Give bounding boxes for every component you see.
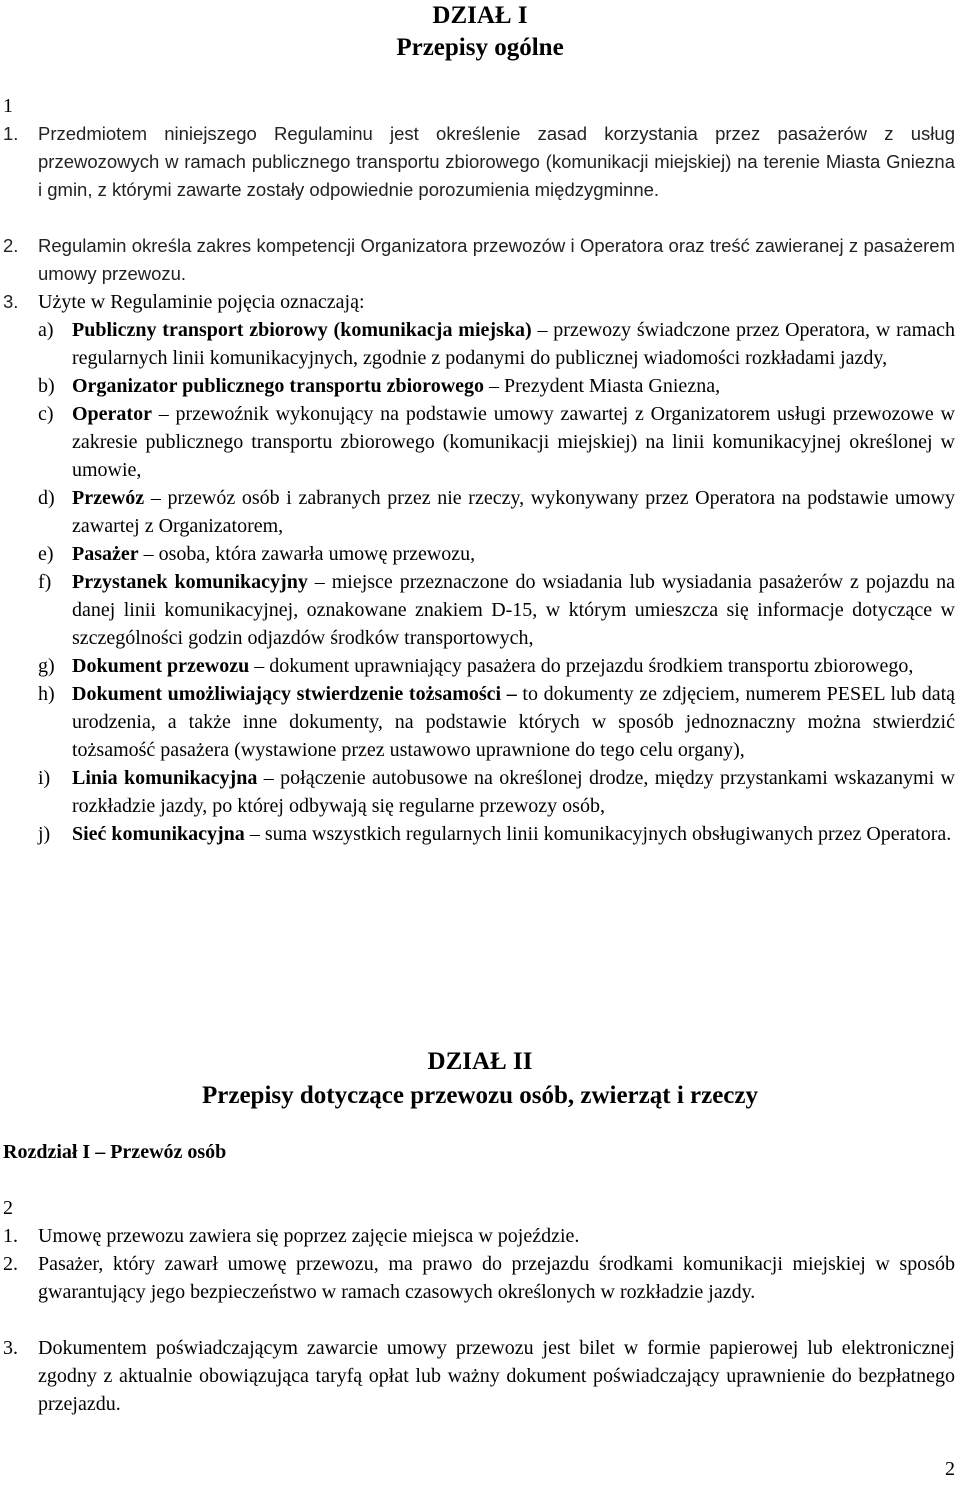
definition-term: Dokument przewozu — [72, 655, 250, 677]
item-label: f) — [38, 571, 52, 593]
definition-desc: – osoba, która zawarła umowę przewozu, — [138, 543, 476, 565]
chapter-heading: Rozdział I – Przewóz osób — [3, 1141, 227, 1163]
paragraph-text: Regulamin określa zakres kompetencji Organizatora przewozów i Operatora oraz treść zawieranej z pasażerem umowy przewozu. — [38, 235, 955, 284]
s2-paragraph-3 — [3, 1334, 955, 1418]
definition-term: Dokument umożliwiający stwierdzenie tożsamości – — [72, 683, 517, 705]
definition-desc: – przewoźnik wykonujący na podstawie umowy zawartej z Organizatorem usługi przewozowe w zakresie publicznego transportu zbiorowego (komunikacji miejskiej) na linii komunikacyjnej określonej w umowie, — [72, 403, 955, 481]
s2-paragraph-1 — [3, 1222, 955, 1250]
paragraph-number: 2. — [3, 1253, 18, 1275]
dzial-2-heading: DZIAŁ II — [427, 1048, 533, 1075]
s1-paragraph-2 — [3, 232, 955, 288]
definition-item — [38, 764, 955, 820]
paragraph-number: 1. — [3, 123, 19, 144]
definition-term: Organizator publicznego transportu zbiorowego — [72, 375, 485, 397]
definition-desc: – przewozy świadczone przez Operatora, w ramach regularnych linii komunikacyjnych, zgodnie z podanymi do publicznej wiadomości rozkładami jazdy, — [72, 319, 955, 369]
definition-desc: – połączenie autobusowe na określonej drodze, między przystankami wskazanymi w rozkładzie jazdy, po której odbywają się regularne przewozy osób, — [72, 767, 955, 817]
definition-desc: – miejsce przeznaczone do wsiadania lub wysiadania pasażerów z pojazdu na danej linii komunikacyjnej, oznakowane znakiem D-15, w którym umieszcza się informacje dotyczące w szczególności godzin odjazdów środków transportowych, — [72, 571, 955, 649]
page-number: 2 — [945, 1458, 955, 1480]
definition-item — [38, 316, 955, 372]
item-label: g) — [38, 655, 55, 677]
definition-desc: to dokumenty ze zdjęciem, numerem PESEL lub datą urodzenia, a także inne dokumenty, na podstawie których w sposób jednoznaczny można stwierdzić tożsamość pasażera (wystawione przez ustawowo uprawnione do tego celu organy), — [72, 683, 956, 761]
definition-item — [38, 484, 955, 540]
definition-item — [38, 540, 955, 568]
dzial-1-subheading: Przepisy ogólne — [396, 34, 564, 61]
item-label: b) — [38, 375, 55, 397]
definition-item — [38, 820, 955, 848]
definition-term: Publiczny transport zbiorowy (komunikacja miejska) — [72, 319, 532, 341]
definition-term: Sieć komunikacyjna — [72, 823, 245, 845]
dzial-2-subheading: Przepisy dotyczące przewozu osób, zwierząt i rzeczy — [201, 1082, 759, 1109]
definition-desc: – suma wszystkich regularnych linii komunikacyjnych obsługiwanych przez Operatora. — [244, 823, 952, 845]
definitions-list — [38, 316, 955, 848]
s1-paragraph-1 — [3, 120, 955, 204]
definition-desc: – Prezydent Miasta Gniezna, — [484, 375, 721, 397]
item-label: d) — [38, 487, 55, 509]
paragraph-number: 3. — [3, 291, 19, 312]
item-label: c) — [38, 403, 54, 425]
definition-term: Przewóz — [72, 487, 145, 509]
item-label: h) — [38, 683, 55, 705]
definition-desc: – przewóz osób i zabranych przez nie rzeczy, wykonywany przez Operatora na podstawie umowy zawartej z Organizatorem, — [72, 487, 955, 537]
paragraph-text: Dokumentem poświadczającym zawarcie umowy przewozu jest bilet w formie papierowej lub elektronicznej zgodny z aktualnie obowiązująca taryfą opłat lub ważny dokument poświadczający uprawnienie do bezpłatnego przejazdu. — [38, 1337, 955, 1415]
s2-paragraph-2 — [3, 1250, 955, 1306]
definition-item — [38, 372, 955, 400]
paragraph-number: 3. — [3, 1337, 18, 1359]
definition-term: Pasażer — [72, 543, 139, 565]
section-1-mark: 1 — [3, 95, 13, 117]
s1-paragraph-3 — [3, 288, 955, 316]
paragraph-text: Umowę przewozu zawiera się poprzez zajęcie miejsca w pojeździe. — [38, 1225, 580, 1247]
definition-term: Linia komunikacyjna — [72, 767, 258, 789]
definition-item — [38, 568, 955, 652]
item-label: i) — [38, 767, 51, 789]
item-label: j) — [38, 823, 51, 845]
item-label: e) — [38, 543, 54, 565]
definition-item — [38, 680, 955, 764]
definition-term: Przystanek komunikacyjny — [72, 571, 308, 593]
item-label: a) — [38, 319, 54, 341]
paragraph-text: Przedmiotem niniejszego Regulaminu jest określenie zasad korzystania przez pasażerów z usług przewozowych w ramach publicznego transportu zbiorowego (komunikacji miejskiej) na terenie Miasta Gniezna i gmin, z którymi zawarte zostały odpowiednie porozumienia międzygminne. — [38, 123, 955, 200]
dzial-1-heading: DZIAŁ I — [432, 2, 528, 29]
definition-item — [38, 400, 955, 484]
paragraph-text: Pasażer, który zawarł umowę przewozu, ma prawo do przejazdu środkami komunikacji miejskiej w sposób gwarantujący jego bezpieczeństwo w ramach czasowych określonych w rozkładzie jazdy. — [38, 1253, 955, 1303]
section-2-mark: 2 — [3, 1197, 13, 1219]
definition-desc: – dokument uprawniający pasażera do przejazdu środkiem transportu zbiorowego, — [249, 655, 914, 677]
paragraph-text: Użyte w Regulaminie pojęcia oznaczają: — [38, 291, 365, 313]
paragraph-number: 1. — [3, 1225, 18, 1247]
definition-term: Operator — [72, 403, 152, 425]
definition-item — [38, 652, 955, 680]
paragraph-number: 2. — [3, 235, 19, 256]
